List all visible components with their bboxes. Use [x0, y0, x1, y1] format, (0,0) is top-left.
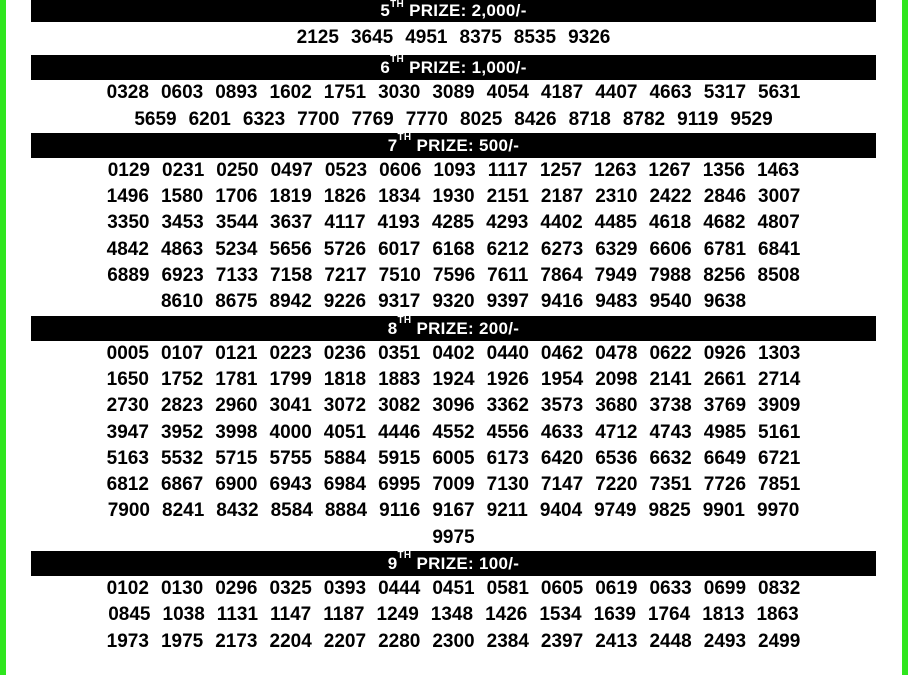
- ticket-number: 3362: [486, 395, 529, 417]
- ticket-number: 0325: [269, 578, 312, 600]
- ticket-number: 0351: [378, 342, 421, 364]
- ticket-number: 2823: [160, 395, 204, 417]
- ticket-number: 0102: [106, 578, 149, 600]
- ticket-number: 1602: [269, 82, 312, 104]
- ticket-number: 6212: [486, 238, 529, 260]
- number-row: [31, 184, 876, 210]
- right-green-border: [902, 0, 908, 675]
- prize-header: [31, 133, 876, 158]
- ticket-number: 6173: [486, 447, 529, 469]
- ticket-number: 4807: [757, 212, 800, 234]
- ticket-number: 1580: [160, 186, 204, 208]
- ticket-number: 7864: [540, 265, 583, 287]
- ticket-number: 7158: [270, 265, 313, 287]
- prize-label: PRIZE: 100/-: [416, 554, 520, 574]
- number-row: [31, 25, 876, 51]
- ticket-number: 2397: [540, 630, 584, 652]
- ticket-number: 1813: [702, 604, 745, 626]
- ticket-number: 5726: [323, 238, 367, 260]
- ticket-number: 6841: [758, 238, 801, 260]
- ticket-number: 6812: [106, 474, 149, 496]
- ticket-number: 8025: [460, 108, 503, 130]
- ticket-number: 9226: [323, 291, 367, 313]
- ticket-number: 6995: [378, 474, 421, 496]
- ticket-number: 3030: [378, 82, 421, 104]
- ticket-number: 3645: [350, 27, 394, 48]
- ticket-number: 2300: [432, 630, 475, 652]
- ticket-number: 0107: [160, 342, 204, 364]
- ticket-number: 3947: [106, 421, 149, 443]
- number-row: [31, 107, 876, 133]
- ticket-number: 1781: [215, 368, 258, 390]
- ticket-number: 2310: [595, 186, 638, 208]
- number-row: [31, 80, 876, 106]
- ticket-number: 1356: [702, 159, 745, 181]
- prize-header: [31, 551, 876, 576]
- ticket-number: 7130: [486, 474, 529, 496]
- ticket-number: 9975: [432, 526, 475, 548]
- ticket-number: 4051: [323, 421, 367, 443]
- ticket-number: 7726: [703, 474, 747, 496]
- ticket-number: 7351: [649, 474, 692, 496]
- ticket-number: 8375: [459, 27, 502, 48]
- ticket-number: 7009: [432, 474, 475, 496]
- ticket-number: 1093: [433, 159, 476, 181]
- ticket-number: 6420: [540, 447, 584, 469]
- ticket-number: 5234: [215, 238, 258, 260]
- ticket-number: 1799: [269, 368, 312, 390]
- number-row: [31, 393, 876, 419]
- ticket-number: 1348: [430, 604, 474, 626]
- ticket-number: 8610: [160, 291, 204, 313]
- ticket-number: 5656: [269, 238, 312, 260]
- number-row: [31, 367, 876, 393]
- ticket-number: 7949: [594, 265, 637, 287]
- ticket-number: 7611: [487, 265, 529, 287]
- prize-ordinal: 6: [380, 58, 391, 78]
- number-row: [31, 420, 876, 446]
- ticket-number: 2714: [758, 368, 801, 390]
- ticket-number: 1639: [593, 604, 636, 626]
- ticket-number: 1534: [539, 604, 582, 626]
- ticket-number: 0633: [649, 578, 692, 600]
- ticket-number: 4485: [594, 212, 637, 234]
- ticket-number: 2384: [486, 630, 529, 652]
- ticket-number: 0845: [108, 604, 151, 626]
- prize-ordinal: 5: [380, 1, 391, 20]
- ticket-number: 6201: [188, 108, 231, 130]
- number-row: [31, 263, 876, 289]
- ticket-number: 4193: [377, 212, 420, 234]
- ticket-number: 0129: [107, 159, 150, 181]
- ticket-number: 4402: [540, 212, 583, 234]
- ticket-number: 3082: [378, 395, 421, 417]
- ticket-number: 6943: [269, 474, 312, 496]
- ticket-number: 6536: [595, 447, 638, 469]
- ticket-number: 7133: [215, 265, 259, 287]
- ticket-number: 7900: [107, 500, 150, 522]
- ticket-number: 0893: [215, 82, 258, 104]
- ticket-number: 3544: [215, 212, 259, 234]
- ticket-number: 1926: [486, 368, 529, 390]
- prize-ordinal-suffix: TH: [397, 550, 412, 562]
- ticket-number: 0581: [486, 578, 529, 600]
- prize-ordinal-suffix: TH: [390, 0, 405, 10]
- ticket-number: 8432: [216, 500, 259, 522]
- ticket-number: 2141: [649, 368, 692, 390]
- ticket-number: 1930: [432, 186, 475, 208]
- ticket-number: 0478: [595, 342, 638, 364]
- ticket-number: 5715: [215, 447, 258, 469]
- ticket-number: 0231: [162, 159, 205, 181]
- ticket-number: 5659: [134, 108, 177, 130]
- ticket-number: 2125: [296, 27, 339, 48]
- ticket-number: 0130: [160, 578, 204, 600]
- ticket-number: 4633: [540, 421, 584, 443]
- ticket-number: 2098: [595, 368, 638, 390]
- ticket-number: 3637: [270, 212, 313, 234]
- ticket-number: 3072: [323, 395, 367, 417]
- prize-label: PRIZE: 200/-: [416, 318, 520, 338]
- ticket-number: 9825: [648, 500, 691, 522]
- prize-ordinal: 7: [387, 135, 398, 155]
- ticket-number: 5631: [758, 82, 801, 104]
- ticket-number: 9901: [702, 500, 745, 522]
- ticket-number: 1751: [323, 82, 367, 104]
- ticket-number: 1263: [594, 159, 637, 181]
- ticket-number: 3089: [432, 82, 475, 104]
- ticket-number: 5532: [160, 447, 204, 469]
- ticket-number: 5755: [269, 447, 312, 469]
- ticket-number: 4285: [431, 212, 475, 234]
- ticket-number: 9749: [594, 500, 637, 522]
- number-row: [31, 576, 876, 602]
- prize-ordinal: 8: [387, 318, 398, 338]
- ticket-number: 4054: [486, 82, 529, 104]
- ticket-number: 2960: [215, 395, 258, 417]
- ticket-number: 0622: [649, 342, 692, 364]
- ticket-number: 8241: [162, 500, 205, 522]
- ticket-number: 9116: [379, 500, 421, 522]
- ticket-number: 8675: [215, 291, 258, 313]
- ticket-number: 6900: [215, 474, 258, 496]
- ticket-number: 0926: [703, 342, 747, 364]
- ticket-number: 7770: [405, 108, 449, 130]
- ticket-number: 1819: [269, 186, 312, 208]
- ticket-number: 7510: [378, 265, 421, 287]
- ticket-number: 1147: [270, 604, 312, 626]
- ticket-number: 1706: [215, 186, 258, 208]
- ticket-number: 9326: [568, 27, 611, 48]
- ticket-number: 6017: [378, 238, 421, 260]
- ticket-number: 7851: [758, 474, 801, 496]
- ticket-number: 4863: [160, 238, 204, 260]
- ticket-number: 9483: [595, 291, 638, 313]
- ticket-number: 9211: [486, 500, 528, 522]
- ticket-number: 8942: [269, 291, 312, 313]
- ticket-number: 0619: [595, 578, 638, 600]
- ticket-number: 6923: [161, 265, 204, 287]
- ticket-number: 5161: [758, 421, 801, 443]
- ticket-number: 3952: [160, 421, 204, 443]
- ticket-number: 7988: [648, 265, 692, 287]
- ticket-number: 0402: [432, 342, 475, 364]
- ticket-number: 3350: [107, 212, 150, 234]
- ticket-number: 4446: [378, 421, 421, 443]
- ticket-number: 0699: [703, 578, 747, 600]
- ticket-number: 4556: [486, 421, 529, 443]
- ticket-number: 6781: [703, 238, 747, 260]
- ticket-number: 9167: [432, 500, 475, 522]
- prize-header: [31, 316, 876, 341]
- ticket-number: 6632: [649, 447, 692, 469]
- ticket-number: 9638: [703, 291, 747, 313]
- ticket-number: 8718: [568, 108, 611, 130]
- ticket-number: 9416: [540, 291, 584, 313]
- ticket-number: 7220: [595, 474, 638, 496]
- ticket-number: 4842: [106, 238, 149, 260]
- ticket-number: 1924: [432, 368, 475, 390]
- ticket-number: 7769: [351, 108, 394, 130]
- ticket-number: 0236: [323, 342, 367, 364]
- ticket-number: 8535: [513, 27, 557, 48]
- ticket-number: 2204: [269, 630, 312, 652]
- number-row: [31, 472, 876, 498]
- ticket-number: 2661: [703, 368, 747, 390]
- ticket-number: 6721: [758, 447, 801, 469]
- number-row: [31, 210, 876, 236]
- ticket-number: 1257: [539, 159, 583, 181]
- ticket-number: 2422: [649, 186, 692, 208]
- ticket-number: 0605: [540, 578, 584, 600]
- ticket-number: 1267: [648, 159, 691, 181]
- ticket-number: 2280: [378, 630, 421, 652]
- ticket-number: 1863: [756, 604, 799, 626]
- ticket-number: 4407: [595, 82, 638, 104]
- ticket-number: 6005: [432, 447, 475, 469]
- ticket-number: 9404: [539, 500, 583, 522]
- ticket-number: 2173: [215, 630, 258, 652]
- ticket-number: 6329: [595, 238, 638, 260]
- ticket-number: 6606: [649, 238, 692, 260]
- ticket-number: 4663: [649, 82, 692, 104]
- ticket-number: 4951: [405, 27, 448, 48]
- ticket-number: 1249: [376, 604, 419, 626]
- ticket-number: 4000: [269, 421, 312, 443]
- ticket-number: 1834: [378, 186, 421, 208]
- ticket-number: 3738: [649, 395, 692, 417]
- ticket-number: 5915: [378, 447, 421, 469]
- ticket-number: 0328: [106, 82, 149, 104]
- left-green-border: [0, 0, 6, 675]
- ticket-number: 0603: [160, 82, 204, 104]
- ticket-number: 2448: [649, 630, 692, 652]
- prize-result-sheet: [31, 0, 876, 655]
- ticket-number: 4552: [432, 421, 475, 443]
- ticket-number: 0393: [323, 578, 367, 600]
- ticket-number: 7596: [432, 265, 476, 287]
- ticket-number: 5884: [323, 447, 367, 469]
- ticket-number: 2846: [703, 186, 747, 208]
- ticket-number: 4187: [540, 82, 584, 104]
- ticket-number: 3998: [215, 421, 258, 443]
- number-row: [31, 446, 876, 472]
- prize-section-5: [31, 0, 876, 51]
- ticket-number: 0832: [758, 578, 801, 600]
- ticket-number: 0121: [215, 342, 258, 364]
- prize-ordinal-suffix: TH: [397, 314, 412, 326]
- ticket-number: 0296: [215, 578, 258, 600]
- number-row: [31, 602, 876, 628]
- ticket-number: 4712: [595, 421, 638, 443]
- ticket-number: 1818: [323, 368, 367, 390]
- ticket-number: 1764: [647, 604, 691, 626]
- prize-section-9: [31, 551, 876, 655]
- ticket-number: 1973: [106, 630, 149, 652]
- ticket-number: 1303: [758, 342, 801, 364]
- number-row: [31, 498, 876, 524]
- ticket-number: 8256: [703, 265, 746, 287]
- ticket-number: 1975: [160, 630, 204, 652]
- ticket-number: 1650: [106, 368, 149, 390]
- ticket-number: 7147: [540, 474, 584, 496]
- ticket-number: 1883: [378, 368, 421, 390]
- ticket-number: 4985: [703, 421, 747, 443]
- ticket-number: 0462: [540, 342, 584, 364]
- ticket-number: 6273: [540, 238, 584, 260]
- number-row: [31, 237, 876, 263]
- ticket-number: 0005: [106, 342, 149, 364]
- ticket-number: 1752: [160, 368, 204, 390]
- ticket-number: 2730: [106, 395, 149, 417]
- ticket-number: 0606: [379, 159, 422, 181]
- ticket-number: 3096: [432, 395, 475, 417]
- ticket-number: 4618: [648, 212, 692, 234]
- ticket-number: 9119: [677, 108, 719, 130]
- ticket-number: 0523: [324, 159, 368, 181]
- ticket-number: 2151: [486, 186, 529, 208]
- ticket-number: 8584: [270, 500, 313, 522]
- ticket-number: 6984: [323, 474, 367, 496]
- ticket-number: 1826: [323, 186, 367, 208]
- ticket-number: 1131: [216, 604, 259, 626]
- prize-label: PRIZE: 500/-: [416, 135, 520, 155]
- ticket-number: 2413: [595, 630, 638, 652]
- prize-ordinal: 9: [387, 554, 398, 574]
- number-row: [31, 341, 876, 367]
- ticket-number: 6649: [703, 447, 747, 469]
- ticket-number: 4293: [486, 212, 529, 234]
- ticket-number: 1496: [106, 186, 149, 208]
- ticket-number: 0250: [216, 159, 259, 181]
- ticket-number: 8782: [622, 108, 666, 130]
- ticket-number: 6168: [432, 238, 475, 260]
- ticket-number: 4117: [324, 212, 366, 234]
- prize-label: PRIZE: 2,000/-: [409, 1, 527, 20]
- ticket-number: 9540: [649, 291, 692, 313]
- ticket-number: 5163: [106, 447, 149, 469]
- number-row: [31, 289, 876, 315]
- prize-header: [31, 0, 876, 22]
- ticket-number: 3007: [758, 186, 801, 208]
- ticket-number: 3041: [269, 395, 312, 417]
- ticket-number: 9970: [757, 500, 800, 522]
- prize-section-6: [31, 55, 876, 133]
- ticket-number: 3453: [161, 212, 204, 234]
- ticket-number: 3573: [540, 395, 584, 417]
- ticket-number: 0451: [432, 578, 475, 600]
- ticket-number: 8508: [757, 265, 800, 287]
- number-row: [31, 629, 876, 655]
- ticket-number: 0440: [486, 342, 529, 364]
- ticket-number: 1463: [756, 159, 800, 181]
- prize-header: [31, 55, 876, 80]
- number-row: [31, 525, 876, 551]
- ticket-number: 8426: [514, 108, 557, 130]
- ticket-number: 2187: [540, 186, 584, 208]
- ticket-number: 5317: [703, 82, 747, 104]
- ticket-number: 1038: [162, 604, 205, 626]
- ticket-number: 6867: [160, 474, 204, 496]
- ticket-number: 3680: [595, 395, 638, 417]
- ticket-number: 0497: [270, 159, 313, 181]
- prize-label: PRIZE: 1,000/-: [409, 58, 527, 78]
- ticket-number: 3769: [703, 395, 747, 417]
- ticket-number: 2207: [323, 630, 367, 652]
- ticket-number: 0444: [378, 578, 421, 600]
- ticket-number: 0223: [269, 342, 312, 364]
- ticket-number: 9397: [486, 291, 529, 313]
- ticket-number: 2499: [758, 630, 801, 652]
- prize-section-7: [31, 133, 876, 316]
- prize-ordinal-suffix: TH: [390, 54, 405, 66]
- ticket-number: 1426: [485, 604, 528, 626]
- number-row: [31, 158, 876, 184]
- ticket-number: 7217: [324, 265, 367, 287]
- ticket-number: 6889: [107, 265, 150, 287]
- ticket-number: 2493: [703, 630, 747, 652]
- ticket-number: 4743: [649, 421, 692, 443]
- ticket-number: 9317: [378, 291, 421, 313]
- ticket-number: 8884: [324, 500, 368, 522]
- ticket-number: 7700: [297, 108, 340, 130]
- ticket-number: 1954: [540, 368, 584, 390]
- ticket-number: 3909: [758, 395, 801, 417]
- ticket-number: 4682: [703, 212, 746, 234]
- ticket-number: 6323: [242, 108, 286, 130]
- prize-section-8: [31, 316, 876, 551]
- ticket-number: 1117: [487, 159, 528, 181]
- ticket-number: 9529: [730, 108, 773, 130]
- ticket-number: 1187: [323, 604, 365, 626]
- ticket-number: 9320: [432, 291, 475, 313]
- prize-ordinal-suffix: TH: [397, 131, 412, 143]
